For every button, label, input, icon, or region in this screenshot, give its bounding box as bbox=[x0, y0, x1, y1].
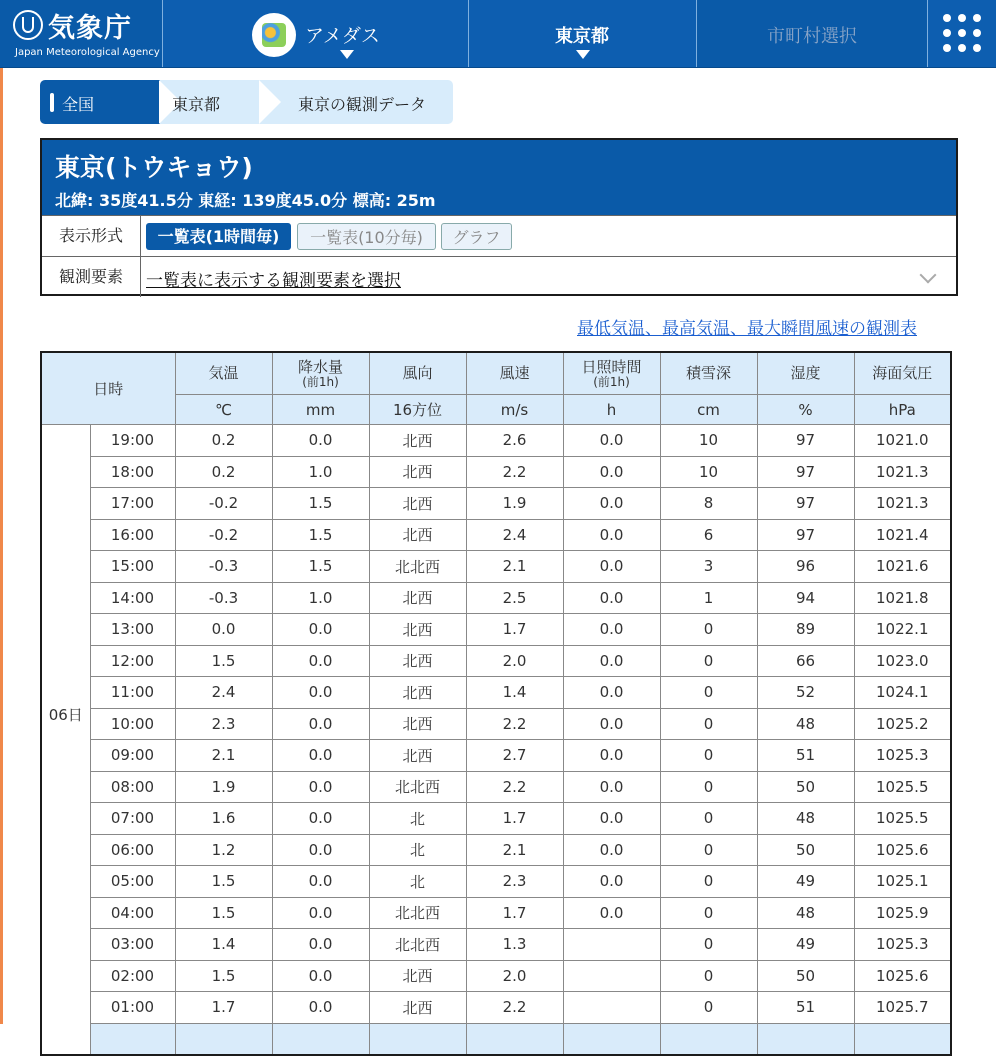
value-cell: 1025.5 bbox=[854, 803, 951, 835]
value-cell: 0 bbox=[660, 960, 757, 992]
station-header bbox=[42, 140, 956, 215]
element-label: 観測要素 bbox=[42, 257, 141, 297]
breadcrumb-current bbox=[260, 80, 453, 124]
column-name: 積雪深 bbox=[685, 364, 731, 382]
column-unit: m/s bbox=[466, 395, 563, 425]
value-cell: 北西 bbox=[369, 708, 466, 740]
value-cell bbox=[466, 1023, 563, 1055]
value-cell: 1021.8 bbox=[854, 582, 951, 614]
extremes-table-link[interactable]: 最低気温、最高気温、最大瞬間風速の観測表 bbox=[577, 319, 917, 339]
time-cell: 08:00 bbox=[90, 771, 175, 803]
value-cell: 1.4 bbox=[175, 929, 272, 961]
value-cell: 0 bbox=[660, 708, 757, 740]
value-cell: 北西 bbox=[369, 992, 466, 1024]
value-cell: 0.0 bbox=[563, 834, 660, 866]
value-cell: 1.6 bbox=[175, 803, 272, 835]
value-cell: 52 bbox=[757, 677, 854, 709]
value-cell: 0.0 bbox=[272, 803, 369, 835]
value-cell bbox=[757, 1023, 854, 1055]
value-cell: 1.2 bbox=[175, 834, 272, 866]
table-row bbox=[41, 834, 951, 866]
time-cell: 04:00 bbox=[90, 897, 175, 929]
value-cell: 0.0 bbox=[272, 929, 369, 961]
column-header bbox=[854, 352, 951, 395]
value-cell: -0.2 bbox=[175, 519, 272, 551]
table-row bbox=[41, 866, 951, 898]
table-row bbox=[41, 1023, 951, 1055]
value-cell: 北西 bbox=[369, 614, 466, 646]
column-unit: mm bbox=[272, 395, 369, 425]
table-row bbox=[41, 488, 951, 520]
breadcrumb-label: 東京都 bbox=[172, 95, 221, 114]
column-name: 降水量 bbox=[297, 358, 343, 376]
column-name: 風速 bbox=[499, 364, 530, 382]
value-cell: 0.0 bbox=[563, 456, 660, 488]
value-cell: 北西 bbox=[369, 677, 466, 709]
value-cell: 0.0 bbox=[272, 834, 369, 866]
breadcrumb-national[interactable] bbox=[40, 80, 160, 124]
time-cell: 19:00 bbox=[90, 425, 175, 457]
value-cell bbox=[563, 960, 660, 992]
value-cell: 2.6 bbox=[466, 425, 563, 457]
value-cell bbox=[563, 929, 660, 961]
value-cell: 2.3 bbox=[175, 708, 272, 740]
value-cell: 97 bbox=[757, 456, 854, 488]
value-cell: 89 bbox=[757, 614, 854, 646]
value-cell: 2.4 bbox=[175, 677, 272, 709]
value-cell: 0.0 bbox=[563, 866, 660, 898]
value-cell: 0.0 bbox=[563, 897, 660, 929]
value-cell bbox=[563, 1023, 660, 1055]
value-cell: 0.0 bbox=[563, 519, 660, 551]
value-cell: 6 bbox=[660, 519, 757, 551]
value-cell: 0.0 bbox=[272, 960, 369, 992]
left-accent-strip bbox=[0, 0, 3, 1024]
breadcrumb-marker bbox=[50, 93, 54, 112]
value-cell: 0.0 bbox=[272, 897, 369, 929]
value-cell: 1025.7 bbox=[854, 992, 951, 1024]
value-cell: 49 bbox=[757, 866, 854, 898]
value-cell: 1.7 bbox=[175, 992, 272, 1024]
value-cell: 8 bbox=[660, 488, 757, 520]
value-cell: 1.0 bbox=[272, 456, 369, 488]
value-cell: 0.0 bbox=[175, 614, 272, 646]
table-row bbox=[41, 425, 951, 457]
time-cell: 01:00 bbox=[90, 992, 175, 1024]
breadcrumb-label: 全国 bbox=[62, 95, 95, 114]
value-cell: 66 bbox=[757, 645, 854, 677]
value-cell: 1 bbox=[660, 582, 757, 614]
value-cell: 北北西 bbox=[369, 897, 466, 929]
value-cell: 0.0 bbox=[563, 488, 660, 520]
value-cell: 1.4 bbox=[466, 677, 563, 709]
table-row bbox=[41, 771, 951, 803]
column-name: 日照時間 bbox=[581, 358, 642, 376]
value-cell: 50 bbox=[757, 960, 854, 992]
format-10min-button[interactable]: 一覧表(10分毎) bbox=[297, 223, 436, 250]
value-cell: 北北西 bbox=[369, 551, 466, 583]
table-row bbox=[41, 614, 951, 646]
value-cell: 1025.6 bbox=[854, 834, 951, 866]
table-row bbox=[41, 929, 951, 961]
column-subname: (前1h) bbox=[593, 375, 630, 389]
value-cell: 1025.5 bbox=[854, 771, 951, 803]
table-row bbox=[41, 645, 951, 677]
amedas-label: アメダス bbox=[305, 25, 380, 47]
value-cell: 2.7 bbox=[466, 740, 563, 772]
value-cell: 0.0 bbox=[563, 677, 660, 709]
column-header bbox=[369, 352, 466, 395]
value-cell: 2.4 bbox=[466, 519, 563, 551]
jma-logo[interactable] bbox=[0, 0, 162, 67]
value-cell: 1021.3 bbox=[854, 456, 951, 488]
value-cell: 0.0 bbox=[563, 740, 660, 772]
value-cell: 1021.4 bbox=[854, 519, 951, 551]
time-cell: 11:00 bbox=[90, 677, 175, 709]
time-cell: 17:00 bbox=[90, 488, 175, 520]
time-cell: 07:00 bbox=[90, 803, 175, 835]
table-row bbox=[41, 960, 951, 992]
time-cell: 13:00 bbox=[90, 614, 175, 646]
value-cell: -0.2 bbox=[175, 488, 272, 520]
table-row bbox=[41, 582, 951, 614]
table-row bbox=[41, 803, 951, 835]
value-cell: 北北西 bbox=[369, 771, 466, 803]
table-row bbox=[41, 740, 951, 772]
value-cell: 2.3 bbox=[466, 866, 563, 898]
value-cell: 1025.9 bbox=[854, 897, 951, 929]
value-cell: 51 bbox=[757, 740, 854, 772]
table-row bbox=[41, 708, 951, 740]
format-graph-button[interactable]: グラフ bbox=[441, 223, 512, 250]
value-cell: 1.5 bbox=[272, 488, 369, 520]
municipality-label: 市町村選択 bbox=[767, 26, 857, 47]
value-cell bbox=[660, 1023, 757, 1055]
element-row bbox=[42, 256, 956, 297]
chevron-down-icon[interactable] bbox=[920, 267, 937, 284]
value-cell: 0.0 bbox=[563, 551, 660, 583]
column-unit: hPa bbox=[854, 395, 951, 425]
column-header bbox=[175, 352, 272, 395]
table-row bbox=[41, 456, 951, 488]
value-cell: 0 bbox=[660, 866, 757, 898]
value-cell: 96 bbox=[757, 551, 854, 583]
value-cell: 北西 bbox=[369, 740, 466, 772]
value-cell: 0 bbox=[660, 740, 757, 772]
value-cell: 北西 bbox=[369, 425, 466, 457]
observation-table bbox=[40, 351, 952, 1056]
value-cell: 2.1 bbox=[175, 740, 272, 772]
value-cell: 49 bbox=[757, 929, 854, 961]
value-cell: 1.5 bbox=[175, 897, 272, 929]
value-cell: 94 bbox=[757, 582, 854, 614]
breadcrumb-label: 東京の観測データ bbox=[298, 95, 427, 114]
value-cell: 0.0 bbox=[272, 677, 369, 709]
time-cell: 15:00 bbox=[90, 551, 175, 583]
value-cell: 北 bbox=[369, 834, 466, 866]
value-cell: -0.3 bbox=[175, 582, 272, 614]
value-cell: 51 bbox=[757, 992, 854, 1024]
value-cell: 0 bbox=[660, 834, 757, 866]
value-cell bbox=[563, 992, 660, 1024]
time-cell: 02:00 bbox=[90, 960, 175, 992]
time-cell: 18:00 bbox=[90, 456, 175, 488]
value-cell: 10 bbox=[660, 425, 757, 457]
site-header bbox=[0, 0, 996, 68]
element-select-dropdown[interactable]: 一覧表に表示する観測要素を選択 bbox=[146, 271, 401, 291]
value-cell: 北北西 bbox=[369, 929, 466, 961]
column-name: 海面気圧 bbox=[872, 364, 933, 382]
value-cell: 0.2 bbox=[175, 456, 272, 488]
column-name: 湿度 bbox=[790, 364, 821, 382]
agency-name-en: Japan Meteorological Agency bbox=[15, 47, 160, 58]
time-cell: 10:00 bbox=[90, 708, 175, 740]
value-cell: 北 bbox=[369, 803, 466, 835]
station-panel bbox=[40, 138, 958, 296]
amedas-map-icon bbox=[252, 13, 296, 57]
time-cell: 16:00 bbox=[90, 519, 175, 551]
column-header bbox=[660, 352, 757, 395]
value-cell: 北西 bbox=[369, 488, 466, 520]
column-header bbox=[272, 352, 369, 395]
value-cell: 0 bbox=[660, 992, 757, 1024]
column-header bbox=[757, 352, 854, 395]
value-cell: 0.0 bbox=[272, 645, 369, 677]
value-cell: 2.5 bbox=[466, 582, 563, 614]
value-cell: 97 bbox=[757, 488, 854, 520]
chevron-down-icon bbox=[340, 50, 354, 59]
value-cell: 0 bbox=[660, 614, 757, 646]
value-cell: 0 bbox=[660, 897, 757, 929]
value-cell: 0 bbox=[660, 645, 757, 677]
region-label: 東京都 bbox=[555, 26, 609, 47]
value-cell: 北西 bbox=[369, 582, 466, 614]
value-cell: 1.7 bbox=[466, 897, 563, 929]
value-cell: 1.3 bbox=[466, 929, 563, 961]
value-cell: 0.2 bbox=[175, 425, 272, 457]
value-cell: 97 bbox=[757, 519, 854, 551]
value-cell: 2.0 bbox=[466, 960, 563, 992]
value-cell: 1.9 bbox=[466, 488, 563, 520]
station-name: 東京(トウキョウ) bbox=[55, 153, 253, 182]
value-cell: 48 bbox=[757, 708, 854, 740]
value-cell: 0 bbox=[660, 771, 757, 803]
value-cell: 1.0 bbox=[272, 582, 369, 614]
time-cell: 12:00 bbox=[90, 645, 175, 677]
agency-name-jp: 気象庁 bbox=[48, 13, 132, 44]
chevron-down-icon bbox=[576, 50, 590, 59]
value-cell: 1025.3 bbox=[854, 929, 951, 961]
value-cell: 0 bbox=[660, 677, 757, 709]
value-cell: 1.5 bbox=[272, 551, 369, 583]
column-unit: h bbox=[563, 395, 660, 425]
value-cell: 2.2 bbox=[466, 456, 563, 488]
table-row bbox=[41, 519, 951, 551]
time-cell: 09:00 bbox=[90, 740, 175, 772]
value-cell: 0.0 bbox=[272, 740, 369, 772]
value-cell: 3 bbox=[660, 551, 757, 583]
table-row bbox=[41, 992, 951, 1024]
value-cell: 2.0 bbox=[466, 645, 563, 677]
value-cell: 0 bbox=[660, 929, 757, 961]
column-unit: 16方位 bbox=[369, 395, 466, 425]
value-cell: 0.0 bbox=[563, 645, 660, 677]
time-cell: 14:00 bbox=[90, 582, 175, 614]
time-cell: 05:00 bbox=[90, 866, 175, 898]
value-cell: 北 bbox=[369, 866, 466, 898]
value-cell bbox=[854, 1023, 951, 1055]
format-hourly-button[interactable]: 一覧表(1時間毎) bbox=[146, 223, 291, 250]
value-cell: 1021.3 bbox=[854, 488, 951, 520]
value-cell: 10 bbox=[660, 456, 757, 488]
value-cell: 50 bbox=[757, 771, 854, 803]
jma-emblem-icon bbox=[13, 10, 43, 40]
value-cell: 0.0 bbox=[272, 425, 369, 457]
column-unit: cm bbox=[660, 395, 757, 425]
value-cell: 2.1 bbox=[466, 551, 563, 583]
value-cell: 0.0 bbox=[272, 708, 369, 740]
value-cell: 0.0 bbox=[563, 708, 660, 740]
breadcrumb-tokyo-pref[interactable] bbox=[160, 80, 260, 124]
column-unit: % bbox=[757, 395, 854, 425]
column-unit: ℃ bbox=[175, 395, 272, 425]
value-cell: 1.5 bbox=[175, 960, 272, 992]
value-cell: 北西 bbox=[369, 645, 466, 677]
column-header bbox=[466, 352, 563, 395]
value-cell: 0.0 bbox=[272, 771, 369, 803]
datetime-header: 日時 bbox=[41, 352, 175, 425]
value-cell: 50 bbox=[757, 834, 854, 866]
value-cell: 0.0 bbox=[563, 803, 660, 835]
value-cell: 北西 bbox=[369, 456, 466, 488]
value-cell: 1021.0 bbox=[854, 425, 951, 457]
value-cell: 0.0 bbox=[272, 614, 369, 646]
amedas-menu-button[interactable] bbox=[163, 0, 468, 67]
value-cell: 2.2 bbox=[466, 992, 563, 1024]
value-cell: 1.5 bbox=[175, 645, 272, 677]
value-cell: 2.2 bbox=[466, 771, 563, 803]
grid-menu-button[interactable] bbox=[928, 0, 996, 67]
column-subname: (前1h) bbox=[302, 375, 339, 389]
value-cell: 1.7 bbox=[466, 803, 563, 835]
value-cell: 1.5 bbox=[272, 519, 369, 551]
value-cell bbox=[369, 1023, 466, 1055]
region-menu-button[interactable] bbox=[469, 0, 696, 67]
table-row bbox=[41, 677, 951, 709]
value-cell: 1024.1 bbox=[854, 677, 951, 709]
value-cell: 0.0 bbox=[272, 992, 369, 1024]
value-cell: 97 bbox=[757, 425, 854, 457]
value-cell: 1023.0 bbox=[854, 645, 951, 677]
time-cell: 03:00 bbox=[90, 929, 175, 961]
day-cell: 06日 bbox=[41, 425, 90, 1056]
value-cell: 1.9 bbox=[175, 771, 272, 803]
value-cell bbox=[175, 1023, 272, 1055]
table-row bbox=[41, 551, 951, 583]
table-row bbox=[41, 897, 951, 929]
column-name: 気温 bbox=[208, 364, 239, 382]
value-cell: 北西 bbox=[369, 960, 466, 992]
value-cell: 0.0 bbox=[563, 425, 660, 457]
value-cell: 1025.1 bbox=[854, 866, 951, 898]
station-coords: 北緯: 35度41.5分 東経: 139度45.0分 標高: 25m bbox=[55, 191, 436, 210]
column-name: 風向 bbox=[402, 364, 433, 382]
time-cell: 06:00 bbox=[90, 834, 175, 866]
value-cell: 0.0 bbox=[563, 614, 660, 646]
value-cell: 0.0 bbox=[563, 771, 660, 803]
column-header bbox=[563, 352, 660, 395]
value-cell: 48 bbox=[757, 803, 854, 835]
value-cell: -0.3 bbox=[175, 551, 272, 583]
value-cell: 北西 bbox=[369, 519, 466, 551]
value-cell: 1022.1 bbox=[854, 614, 951, 646]
value-cell: 2.1 bbox=[466, 834, 563, 866]
format-row bbox=[42, 215, 956, 256]
value-cell: 2.2 bbox=[466, 708, 563, 740]
value-cell: 0.0 bbox=[272, 866, 369, 898]
value-cell: 0.0 bbox=[563, 582, 660, 614]
value-cell: 1025.2 bbox=[854, 708, 951, 740]
format-label: 表示形式 bbox=[42, 216, 141, 256]
value-cell: 1.5 bbox=[175, 866, 272, 898]
value-cell bbox=[272, 1023, 369, 1055]
value-cell: 1021.6 bbox=[854, 551, 951, 583]
value-cell: 1025.3 bbox=[854, 740, 951, 772]
value-cell: 48 bbox=[757, 897, 854, 929]
value-cell bbox=[90, 1023, 175, 1055]
value-cell: 1.7 bbox=[466, 614, 563, 646]
value-cell: 1025.6 bbox=[854, 960, 951, 992]
value-cell: 0 bbox=[660, 803, 757, 835]
